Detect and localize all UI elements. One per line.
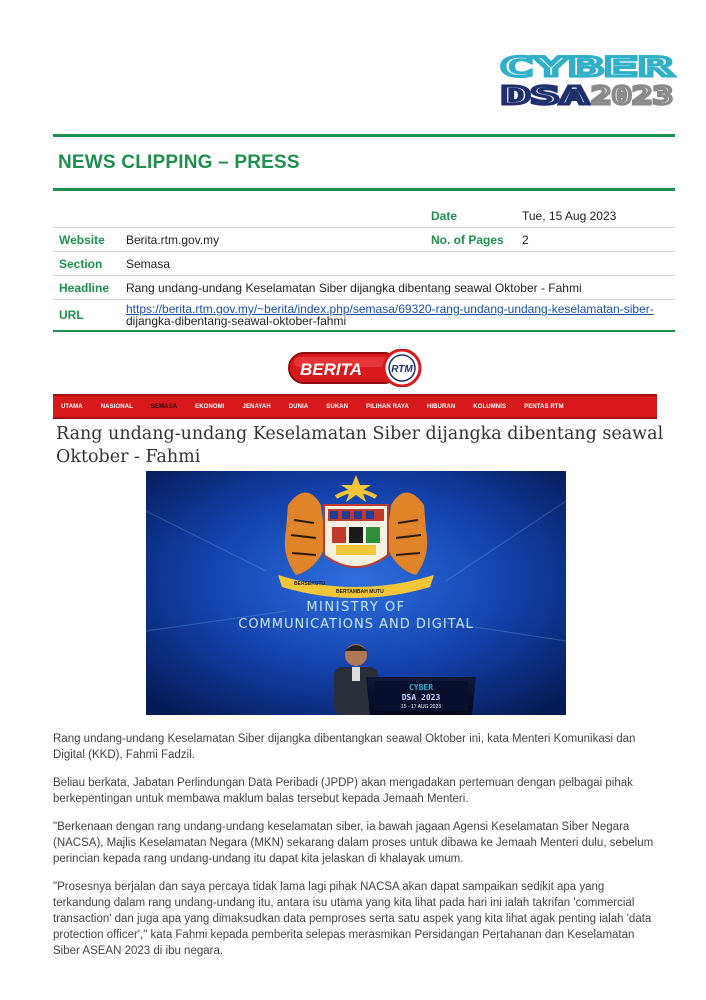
article-photo — [146, 471, 566, 715]
date-value: Tue, 15 Aug 2023 — [516, 204, 675, 228]
logo-line2a: DSA — [501, 81, 589, 108]
page-title: NEWS CLIPPING – PRESS — [58, 152, 300, 173]
berita-logo-text: BERITA — [300, 360, 363, 379]
crest-motto-center: BERTAMBAH MUTU — [336, 589, 384, 595]
url-cell — [120, 300, 675, 331]
logo-line2b: 2023 — [591, 81, 673, 108]
pages-label: No. of Pages — [425, 228, 516, 252]
top-divider — [53, 134, 675, 137]
logo-line1: CYBER — [499, 52, 675, 83]
website-label: Website — [53, 228, 120, 252]
nav-item-dunia[interactable]: DUNIA — [288, 403, 309, 410]
ministry-sign-line2: COMMUNICATIONS AND DIGITAL — [238, 617, 474, 632]
nav-item-utama[interactable]: UTAMA — [61, 403, 83, 410]
berita-rtm-logo[interactable] — [288, 349, 426, 387]
article-paragraph-1: Rang undang-undang Keselamatan Siber dijangka dibentangkan seawal Oktober ini, kata Menteri Komunikasi dan Digital (KKD), Fahmi Fadzil. — [53, 733, 636, 761]
podium-line3: 15 - 17 AUG 2023 — [400, 704, 442, 710]
site-nav-bar — [53, 394, 657, 419]
meta-row-headline — [53, 276, 675, 300]
clipping-meta-table — [53, 204, 675, 331]
meta-row-url — [53, 300, 675, 331]
url-line2: dijangka-dibentang-seawal-oktober-fahmi — [126, 314, 347, 328]
section-value: Semasa — [120, 252, 675, 276]
podium — [366, 677, 476, 715]
berita-logo-badge: RTM — [391, 364, 413, 375]
website-value: Berita.rtm.gov.my — [120, 228, 425, 252]
meta-row-section — [53, 252, 675, 276]
pages-value: 2 — [516, 228, 675, 252]
meta-row-date — [53, 204, 675, 228]
podium-line1: CYBER — [408, 683, 434, 692]
nav-item-sukan[interactable]: SUKAN — [326, 403, 349, 410]
nav-item-pentas-rtm[interactable]: PENTAS RTM — [524, 403, 564, 410]
meta-bottom-divider — [53, 330, 675, 332]
headline-label: Headline — [53, 276, 120, 300]
nav-item-hiburan[interactable]: HIBURAN — [426, 403, 456, 410]
nav-item-kolumnis[interactable]: KOLUMNIS — [473, 403, 507, 410]
cyberdsa-logo — [497, 52, 677, 108]
nav-item-nasional[interactable]: NASIONAL — [100, 403, 133, 410]
nav-item-ekonomi[interactable]: EKONOMI — [195, 403, 225, 410]
url-label: URL — [53, 300, 120, 331]
section-label: Section — [53, 252, 120, 276]
date-label: Date — [425, 204, 516, 228]
article-paragraph-2: Beliau berkata, Jabatan Perlindungan Data Peribadi (JPDP) akan mengadakan pertemuan dengan pelbagai pihak berkepentingan untuk membawa maklum balas tersebut kepada Jemaah Menteri. — [53, 777, 633, 805]
title-divider — [53, 188, 675, 191]
podium-line2: DSA 2023 — [401, 693, 441, 702]
ministry-sign-line1: MINISTRY OF — [306, 600, 406, 615]
nav-item-semasa[interactable]: SEMASA — [150, 403, 178, 410]
nav-item-jenayah[interactable]: JENAYAH — [242, 403, 271, 410]
article-paragraph-4: "Prosesnya berjalan dan saya percaya tidak lama lagi pihak NACSA akan dapat sampaikan sedikit apa yang terkandung dalam rang undang-undang itu, antara isu utama yang kita lihat pada hari ini ialah takrifan 'commercial transaction' dan juga apa yang dimaksudkan data pemproses serta satu aspek yang kita lihat agak penting ialah 'data protection officer'," kata Fahmi kepada pemberita selepas merasmikan Persidangan Pertahanan dan Keselamatan Siber ASEAN 2023 di ibu negara. — [53, 881, 652, 957]
headline-value: Rang undang-undang Keselamatan Siber dijangka dibentang seawal Oktober - Fahmi — [120, 276, 675, 300]
article-paragraph-3: "Berkenaan dengan rang undang-undang keselamatan siber, ia bawah jagaan Agensi Keselamatan Siber Negara (NACSA), Majlis Keselamatan Negara (MKN) sekarang dalam proses untuk dibawa ke Jemaah Menteri dulu, sebelum perincian kepada rang undang-undang itu dapat kita jelaskan di khalayak umum. — [53, 821, 654, 865]
article-headline: Rang undang-undang Keselamatan Siber dijangka dibentang seawal Oktober - Fahmi — [56, 424, 664, 467]
crest-motto-left: BERSEKUTU — [294, 581, 326, 587]
nav-item-pilihan-raya[interactable]: PILIHAN RAYA — [366, 403, 409, 410]
url-link[interactable]: https://berita.rtm.gov.my/~berita/index.php/semasa/69320-rang-undang-undang-keselamatan-siber- — [126, 302, 654, 316]
meta-row-website — [53, 228, 675, 252]
